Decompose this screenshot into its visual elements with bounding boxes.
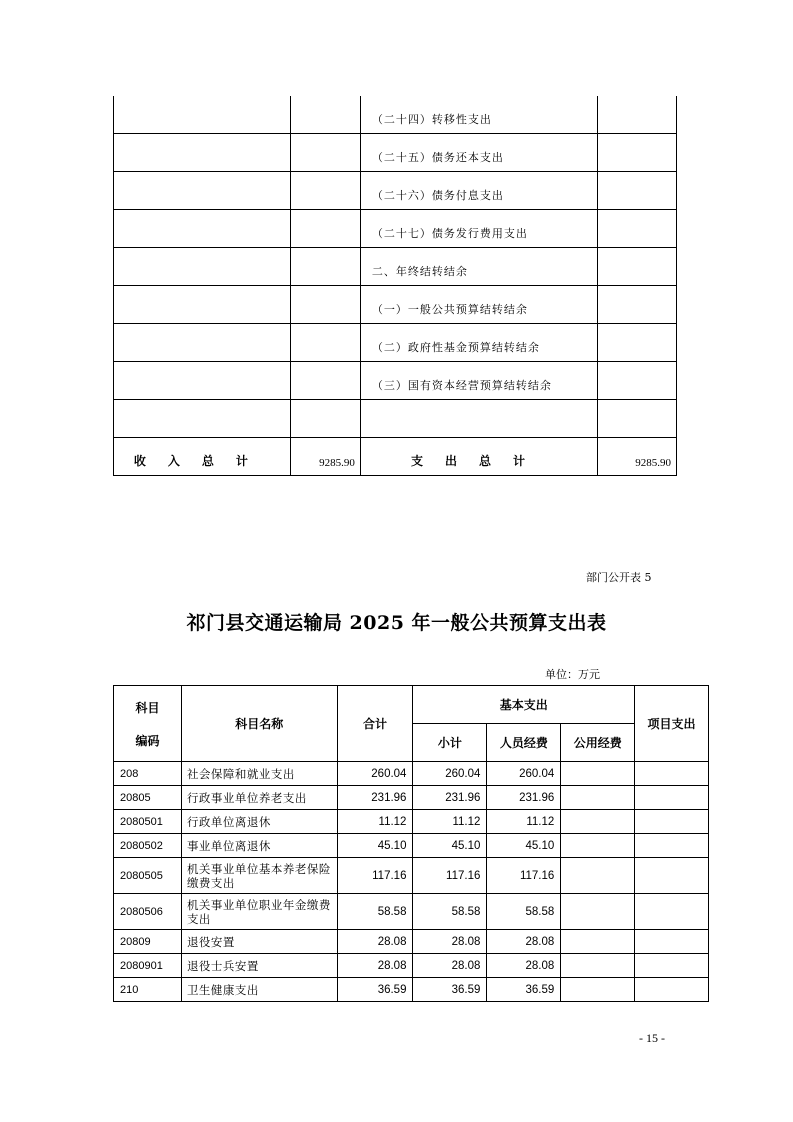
subtotal-value: 28.08 bbox=[413, 954, 487, 978]
subject-name: 退役安置 bbox=[181, 930, 337, 954]
total-value: 231.96 bbox=[337, 786, 413, 810]
table-row bbox=[114, 171, 677, 209]
expense-total-label: 支出总计 bbox=[360, 437, 597, 475]
total-value: 117.16 bbox=[337, 858, 413, 894]
project-value bbox=[635, 954, 709, 978]
subject-code: 208 bbox=[114, 762, 182, 786]
expense-item-label: （一）一般公共预算结转结余 bbox=[360, 285, 597, 323]
page-number: - 15 - bbox=[639, 1031, 665, 1045]
subtotal-value: 117.16 bbox=[413, 858, 487, 894]
table-row bbox=[114, 96, 677, 133]
expense-item-label: （二十六）债务付息支出 bbox=[360, 171, 597, 209]
project-expense-header: 项目支出 bbox=[635, 686, 709, 762]
total-header: 合计 bbox=[337, 686, 413, 762]
header-row bbox=[114, 686, 709, 724]
public-value bbox=[561, 810, 635, 834]
expense-item-label: （三）国有资本经营预算结转结余 bbox=[360, 361, 597, 399]
expense-item-label: （二十四）转移性支出 bbox=[360, 96, 597, 133]
table-row bbox=[114, 954, 709, 978]
subject-name: 事业单位离退休 bbox=[181, 834, 337, 858]
personnel-value: 117.16 bbox=[487, 858, 561, 894]
income-total-value: 9285.90 bbox=[290, 437, 360, 475]
personnel-header: 人员经费 bbox=[487, 724, 561, 762]
project-value bbox=[635, 762, 709, 786]
subject-name: 社会保障和就业支出 bbox=[181, 762, 337, 786]
project-value bbox=[635, 810, 709, 834]
total-value: 28.08 bbox=[337, 954, 413, 978]
project-value bbox=[635, 858, 709, 894]
subject-code: 20805 bbox=[114, 786, 182, 810]
public-value bbox=[561, 858, 635, 894]
expense-item-label: （二）政府性基金预算结转结余 bbox=[360, 323, 597, 361]
basic-expense-header: 基本支出 bbox=[413, 686, 635, 724]
subject-code: 2080502 bbox=[114, 834, 182, 858]
table-code-label: 部门公开表 5 bbox=[586, 571, 652, 584]
expense-item-label: （二十七）债务发行费用支出 bbox=[360, 209, 597, 247]
subject-code: 210 bbox=[114, 978, 182, 1002]
table-header bbox=[114, 686, 709, 762]
subject-name: 退役士兵安置 bbox=[181, 954, 337, 978]
subtotal-value: 28.08 bbox=[413, 930, 487, 954]
unit-label: 单位：万元 bbox=[545, 668, 600, 681]
subject-name: 行政单位离退休 bbox=[181, 810, 337, 834]
name-header: 科目名称 bbox=[181, 686, 337, 762]
table-body bbox=[114, 762, 709, 1002]
total-value: 45.10 bbox=[337, 834, 413, 858]
personnel-value: 58.58 bbox=[487, 894, 561, 930]
public-value bbox=[561, 894, 635, 930]
project-value bbox=[635, 786, 709, 810]
subtotal-header: 小计 bbox=[413, 724, 487, 762]
personnel-value: 11.12 bbox=[487, 810, 561, 834]
total-value: 260.04 bbox=[337, 762, 413, 786]
subject-code: 2080901 bbox=[114, 954, 182, 978]
public-value bbox=[561, 930, 635, 954]
subtotal-value: 45.10 bbox=[413, 834, 487, 858]
personnel-value: 36.59 bbox=[487, 978, 561, 1002]
table-row bbox=[114, 285, 677, 323]
expense-item-label: 二、年终结转结余 bbox=[360, 247, 597, 285]
public-value bbox=[561, 786, 635, 810]
project-value bbox=[635, 894, 709, 930]
subject-name: 机关事业单位基本养老保险缴费支出 bbox=[181, 858, 337, 894]
subject-name: 卫生健康支出 bbox=[181, 978, 337, 1002]
table-row bbox=[114, 209, 677, 247]
expense-item-label: （二十五）债务还本支出 bbox=[360, 133, 597, 171]
subject-code: 2080501 bbox=[114, 810, 182, 834]
personnel-value: 28.08 bbox=[487, 954, 561, 978]
totals-row bbox=[114, 437, 677, 475]
expense-total-value: 9285.90 bbox=[598, 437, 677, 475]
public-value bbox=[561, 978, 635, 1002]
public-value bbox=[561, 762, 635, 786]
table-row bbox=[114, 399, 677, 437]
table-row bbox=[114, 323, 677, 361]
table-row bbox=[114, 930, 709, 954]
table-row bbox=[114, 762, 709, 786]
public-value bbox=[561, 954, 635, 978]
table-row bbox=[114, 810, 709, 834]
page-title: 祁门县交通运输局 2025 年一般公共预算支出表 bbox=[186, 612, 607, 634]
budget-expenditure-table bbox=[113, 685, 709, 1002]
code-header bbox=[114, 686, 182, 762]
subject-name: 机关事业单位职业年金缴费支出 bbox=[181, 894, 337, 930]
total-value: 11.12 bbox=[337, 810, 413, 834]
subtotal-value: 58.58 bbox=[413, 894, 487, 930]
income-total-label: 收入总计 bbox=[114, 437, 291, 475]
public-header: 公用经费 bbox=[561, 724, 635, 762]
subject-code: 2080506 bbox=[114, 894, 182, 930]
personnel-value: 231.96 bbox=[487, 786, 561, 810]
subject-code: 2080505 bbox=[114, 858, 182, 894]
table-row bbox=[114, 247, 677, 285]
project-value bbox=[635, 930, 709, 954]
subject-code: 20809 bbox=[114, 930, 182, 954]
total-value: 28.08 bbox=[337, 930, 413, 954]
income-expense-summary-table bbox=[113, 96, 677, 476]
expense-item-label bbox=[360, 399, 597, 437]
code-header-top: 科目 bbox=[135, 700, 160, 715]
subtotal-value: 260.04 bbox=[413, 762, 487, 786]
personnel-value: 28.08 bbox=[487, 930, 561, 954]
subtotal-value: 11.12 bbox=[413, 810, 487, 834]
personnel-value: 260.04 bbox=[487, 762, 561, 786]
table-row bbox=[114, 834, 709, 858]
project-value bbox=[635, 978, 709, 1002]
subtotal-value: 36.59 bbox=[413, 978, 487, 1002]
subject-name: 行政事业单位养老支出 bbox=[181, 786, 337, 810]
total-value: 58.58 bbox=[337, 894, 413, 930]
summary-table-body bbox=[114, 96, 677, 475]
subtotal-value: 231.96 bbox=[413, 786, 487, 810]
table-row bbox=[114, 786, 709, 810]
total-value: 36.59 bbox=[337, 978, 413, 1002]
code-header-bottom: 编码 bbox=[135, 733, 160, 748]
project-value bbox=[635, 834, 709, 858]
table-row bbox=[114, 361, 677, 399]
table-row bbox=[114, 894, 709, 930]
table-row bbox=[114, 133, 677, 171]
table-row bbox=[114, 978, 709, 1002]
table-row bbox=[114, 858, 709, 894]
personnel-value: 45.10 bbox=[487, 834, 561, 858]
public-value bbox=[561, 834, 635, 858]
